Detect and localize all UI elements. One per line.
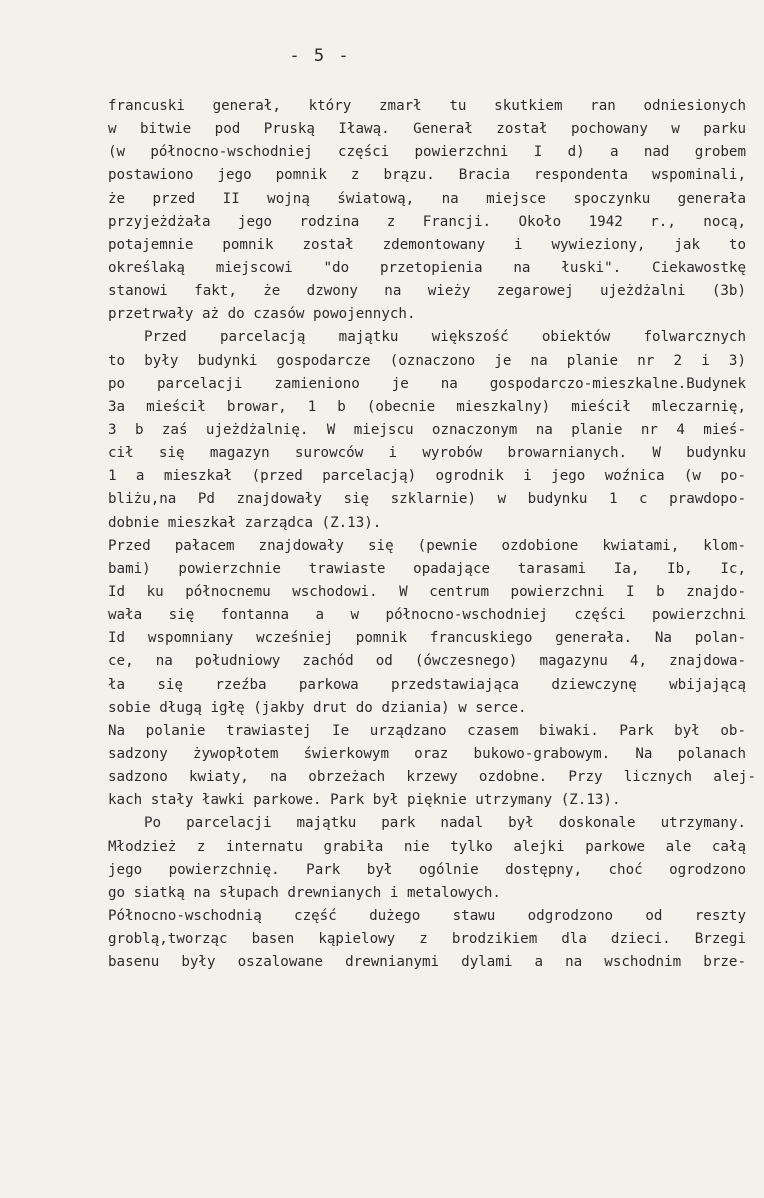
- text-line: postawiono jego pomnik z brązu. Bracia respondenta wspominali,: [108, 167, 746, 184]
- text-line: cił się magazyn surowców i wyrobów browarnianych. W budynku: [108, 445, 746, 462]
- text-line: 3a mieścił browar, 1 b (obecnie mieszkalny) mieścił mleczarnię,: [108, 398, 746, 415]
- text-line: Id ku północnemu wschodowi. W centrum powierzchni I b znajdo-: [108, 583, 746, 600]
- text-line: potajemnie pomnik został zdemontowany i wywieziony, jak to: [108, 236, 746, 253]
- text-line: to były budynki gospodarcze (oznaczono je na planie nr 2 i 3): [108, 352, 746, 369]
- text-line: Przed parcelacją majątku większość obiektów folwarcznych: [144, 329, 746, 346]
- text-line: stanowi fakt, że dzwony na wieży zegarowej ujeżdżalni (3b): [108, 283, 746, 300]
- text-line: (w północno-wschodniej części powierzchni I d) a nad grobem: [108, 144, 746, 161]
- text-line: dobnie mieszkał zarządca (Z.13).: [108, 514, 382, 531]
- text-line: jego powierzchnię. Park był ogólnie dostępny, choć ogrodzono: [108, 861, 746, 878]
- text-line: 1 a mieszkał (przed parcelacją) ogrodnik i jego woźnica (w po-: [108, 468, 746, 485]
- text-line: wała się fontanna a w północno-wschodniej części powierzchni: [108, 607, 746, 624]
- text-line: sadzono kwiaty, na obrzeżach krzewy ozdobne. Przy licznych alej-: [108, 769, 756, 786]
- body-text: [108, 95, 758, 974]
- text-line: ce, na południowy zachód od (ówczesnego) magazynu 4, znajdowa-: [108, 653, 746, 670]
- text-line: Północno-wschodnią część dużego stawu odgrodzono od reszty: [108, 907, 746, 924]
- text-line: przyjeżdżała jego rodzina z Francji. Około 1942 r., nocą,: [108, 213, 746, 230]
- text-line: sobie długą igłę (jakby drut do dziania) w serce.: [108, 699, 527, 716]
- text-line: bliżu,na Pd znajdowały się szklarnie) w budynku 1 c prawdopo-: [108, 491, 746, 508]
- text-line: francuski generał, który zmarł tu skutkiem ran odniesionych: [108, 98, 746, 114]
- text-line: kach stały ławki parkowe. Park był pięknie utrzymany (Z.13).: [108, 792, 621, 809]
- text-line: Id wspomniany wcześniej pomnik francuskiego generała. Na polan-: [108, 630, 746, 647]
- text-line: bami) powierzchnie trawiaste opadające tarasami Ia, Ib, Ic,: [108, 560, 746, 577]
- text-line: ła się rzeźba parkowa przedstawiająca dziewczynę wbijającą: [108, 676, 746, 693]
- text-line: Na polanie trawiastej Ie urządzano czasem biwaki. Park był ob-: [108, 722, 746, 739]
- text-line: sadzony żywopłotem świerkowym oraz bukowo-grabowym. Na polanach: [108, 745, 746, 762]
- text-line: Po parcelacji majątku park nadal był doskonale utrzymany.: [144, 815, 746, 832]
- text-line: go siatką na słupach drewnianych i metalowych.: [108, 884, 501, 901]
- page-number: - 5 -: [289, 46, 351, 66]
- text-line: Przed pałacem znajdowały się (pewnie ozdobione kwiatami, klom-: [108, 537, 746, 554]
- text-line: że przed II wojną światową, na miejsce spoczynku generała: [108, 190, 746, 207]
- text-line: określaką miejscowi "do przetopienia na łuski". Ciekawostkę: [108, 259, 746, 276]
- text-line: po parcelacji zamieniono je na gospodarczo-mieszkalne.Budynek: [108, 375, 746, 392]
- text-line: przetrwały aż do czasów powojennych.: [108, 306, 416, 323]
- text-line: Młodzież z internatu grabiła nie tylko alejki parkowe ale całą: [108, 838, 746, 855]
- text-line: 3 b zaś ujeżdżalnię. W miejscu oznaczonym na planie nr 4 mieś-: [108, 421, 746, 438]
- text-line: groblą,tworząc basen kąpielowy z brodzikiem dla dzieci. Brzegi: [108, 931, 746, 948]
- text-line: basenu były oszalowane drewnianymi dylami a na wschodnim brze-: [108, 954, 746, 971]
- text-line: w bitwie pod Pruską Iławą. Generał został pochowany w parku: [108, 121, 746, 138]
